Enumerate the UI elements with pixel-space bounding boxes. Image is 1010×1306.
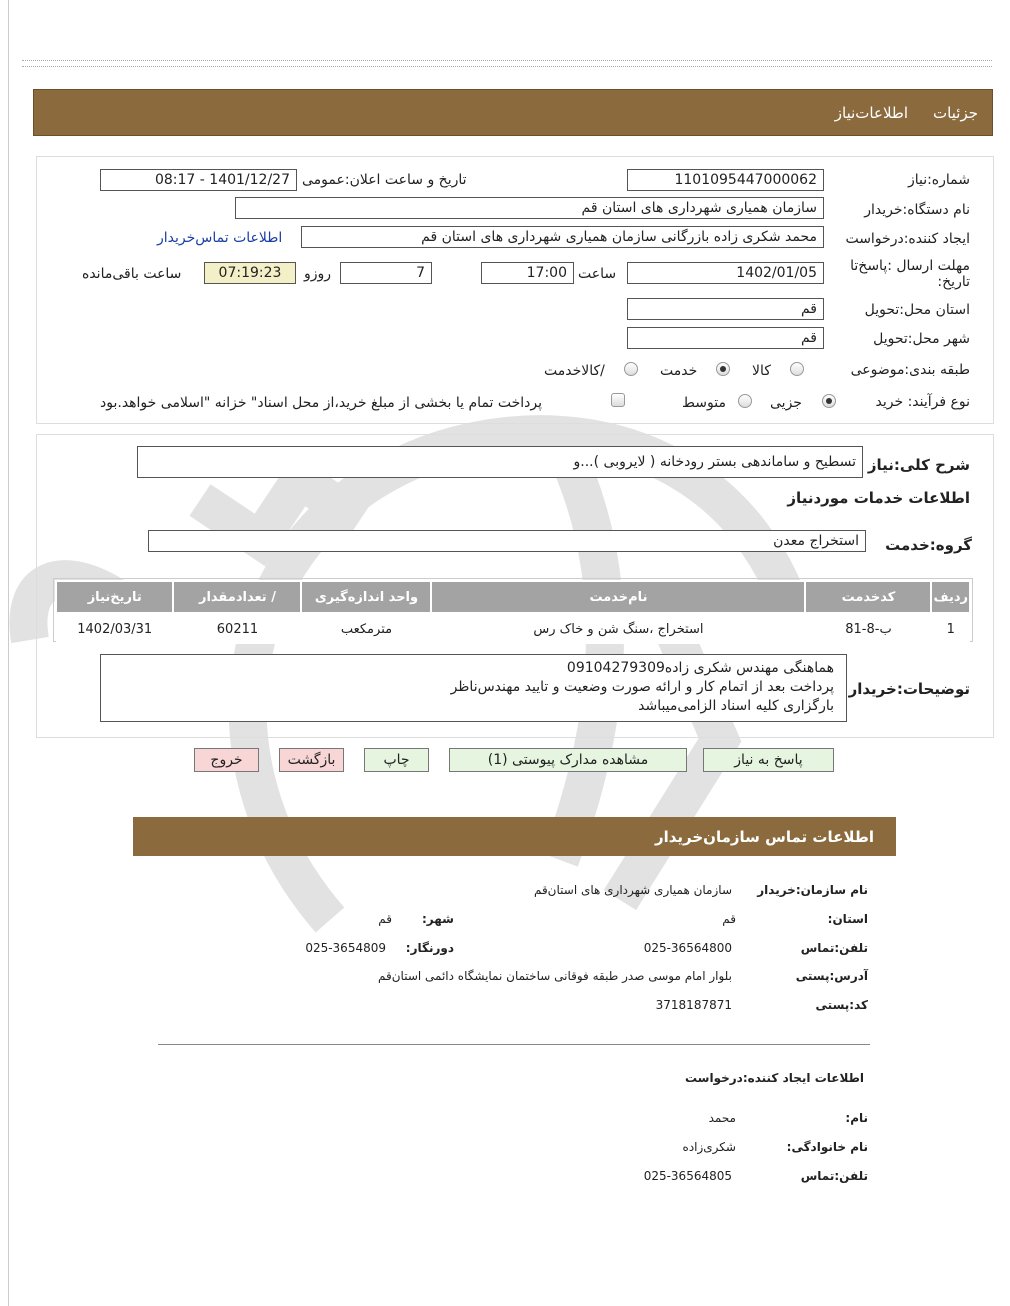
category-option-goods-service: /کالاخدمت (544, 363, 605, 379)
contact-title: اطلاعات تماس سازمان‌خریدار (654, 828, 874, 846)
contact-province-label: استان: (827, 912, 868, 926)
creator-field: محمد شکری زاده بازرگانی سازمان همیاری شهرداری های استان قم (301, 226, 824, 248)
treasury-payment-checkbox[interactable] (611, 393, 625, 407)
need-number-label: شماره:نیاز (907, 172, 970, 188)
contact-org-label: نام سازمان:خریدار (757, 883, 868, 897)
notes-line-2: پرداخت بعد از اتمام کار و ارائه صورت وضعیت و تایید مهندس‌ناظر (450, 679, 834, 695)
contact-phone-value: 025-36564800 (643, 941, 732, 955)
creator-family-label: نام خانوادگی: (786, 1140, 868, 1154)
process-radio-medium[interactable] (738, 394, 752, 408)
print-button[interactable]: چاپ (364, 748, 429, 772)
deadline-time-field: 17:00 (481, 262, 574, 284)
contact-fax-label: دورنگار: (405, 941, 454, 955)
city-label: شهر محل:تحویل (873, 331, 970, 347)
buyer-notes-field (100, 654, 847, 722)
top-divider (22, 60, 992, 67)
deadline-time-label: ساعت (578, 266, 617, 282)
process-label: نوع فرآیند: خرید (875, 394, 970, 410)
notes-line-3: بارگزاری کلیه اسناد الزامی‌میباشد (638, 698, 834, 714)
category-label: طبقه بندی:موضوعی (850, 362, 970, 378)
buyer-notes-label: توضیحات:خریدار (848, 680, 970, 698)
deadline-date-field: 1402/01/05 (627, 262, 824, 284)
province-field: قم (627, 298, 824, 320)
services-title: اطلاعات خدمات موردنیاز (787, 489, 970, 507)
back-button[interactable]: بازگشت (279, 748, 344, 772)
notes-line-1: هماهنگی مهندس شکری زاده09104279309 (566, 660, 834, 676)
days-field: 7 (340, 262, 432, 284)
service-group-label: گروه:خدمت (885, 536, 972, 554)
cell-code: ب-8-81 (805, 613, 931, 644)
contact-postal-label: کد:پستی (815, 998, 868, 1012)
service-group-field: استخراج معدن (148, 530, 866, 552)
category-radio-service[interactable] (716, 362, 730, 376)
city-field: قم (627, 327, 824, 349)
col-code: کدخدمت (805, 581, 931, 613)
process-radio-minor[interactable] (822, 394, 836, 408)
header-bar (33, 89, 993, 136)
attachments-button[interactable]: مشاهده مدارک پیوستی (1) (449, 748, 687, 772)
description-field: تسطیح و ساماندهی بستر رودخانه ( لایروبی )...و (137, 446, 863, 478)
col-name: نام‌خدمت (431, 581, 805, 613)
contact-city-label: شهر: (422, 912, 454, 926)
process-option-minor: جزیی (770, 395, 802, 411)
category-option-service: خدمت (660, 363, 698, 379)
category-radio-goods-service[interactable] (624, 362, 638, 376)
deadline-label: مهلت ارسال :پاسخ‌تا تاریخ: (850, 258, 970, 290)
contact-org-value: سازمان همیاری شهرداری های استان‌قم (533, 883, 732, 897)
creator-label: ایجاد کننده:درخواست (845, 231, 970, 247)
need-number-field: 1101095447000062 (627, 169, 824, 191)
creator-info-title: اطلاعات ایجاد کننده:درخواست (684, 1071, 864, 1085)
contact-fax-value: 025-3654809 (305, 941, 386, 955)
process-option-medium: متوسط (682, 395, 726, 411)
left-border-line (8, 0, 9, 1306)
col-qty: / تعدادمقدار (173, 581, 301, 613)
buyer-org-label: نام دستگاه:خریدار (864, 202, 970, 218)
buyer-org-field: سازمان همیاری شهرداری های استان قم (235, 197, 824, 219)
remaining-label: ساعت باقی‌مانده (82, 266, 182, 282)
contact-phone-label: تلفن:تماس (800, 941, 868, 955)
creator-name-value: محمد (708, 1111, 736, 1125)
creator-family-value: شکری‌زاده (682, 1140, 736, 1154)
announce-label: تاریخ و ساعت اعلان:عمومی (302, 172, 467, 188)
tab-details[interactable]: جزئیات (933, 104, 978, 122)
days-label: روزو (304, 266, 332, 282)
description-label: شرح کلی:نیاز (867, 456, 970, 474)
cell-qty: 60211 (173, 613, 301, 644)
table-row (56, 613, 970, 644)
province-label: استان محل:تحویل (864, 302, 970, 318)
contact-divider (158, 1044, 870, 1045)
cell-unit: مترمکعب (301, 613, 431, 644)
creator-name-label: نام: (845, 1111, 868, 1125)
contact-city-value: قم (378, 912, 392, 926)
exit-button[interactable]: خروج (194, 748, 259, 772)
contact-address-label: آدرس:پستی (795, 969, 868, 983)
payment-note: پرداخت تمام یا بخشی از مبلغ خرید،از محل اسناد" خزانه "اسلامی خواهد.بود (100, 395, 543, 411)
creator-phone-label: تلفن:تماس (800, 1169, 868, 1183)
category-option-goods: کالا (752, 363, 771, 379)
remaining-time-field: 07:19:23 (204, 262, 296, 284)
category-radio-goods[interactable] (790, 362, 804, 376)
items-table (55, 580, 971, 644)
contact-address-value: بلوار امام موسی صدر طبقه فوقانی ساختمان نمایشگاه دائمی استان‌قم (378, 969, 732, 983)
contact-header-bar (133, 817, 896, 856)
cell-row: 1 (931, 613, 970, 644)
contact-postal-value: 3718187871 (655, 998, 732, 1012)
cell-date: 1402/03/31 (56, 613, 173, 644)
col-unit: واحد اندازه‌گیری (301, 581, 431, 613)
col-row: ردیف (931, 581, 970, 613)
reply-button[interactable]: پاسخ به نیاز (703, 748, 834, 772)
buyer-contact-link[interactable]: اطلاعات تماس‌خریدار (157, 230, 283, 246)
tab-need-info[interactable]: اطلاعات‌نیاز (834, 104, 908, 122)
creator-phone-value: 025-36564805 (643, 1169, 732, 1183)
announce-field: 1401/12/27 - 08:17 (100, 169, 297, 191)
col-date: تاریخ‌نیاز (56, 581, 173, 613)
contact-province-value: قم (722, 912, 736, 926)
cell-name: استخراج ،سنگ شن و خاک رس (431, 613, 805, 644)
